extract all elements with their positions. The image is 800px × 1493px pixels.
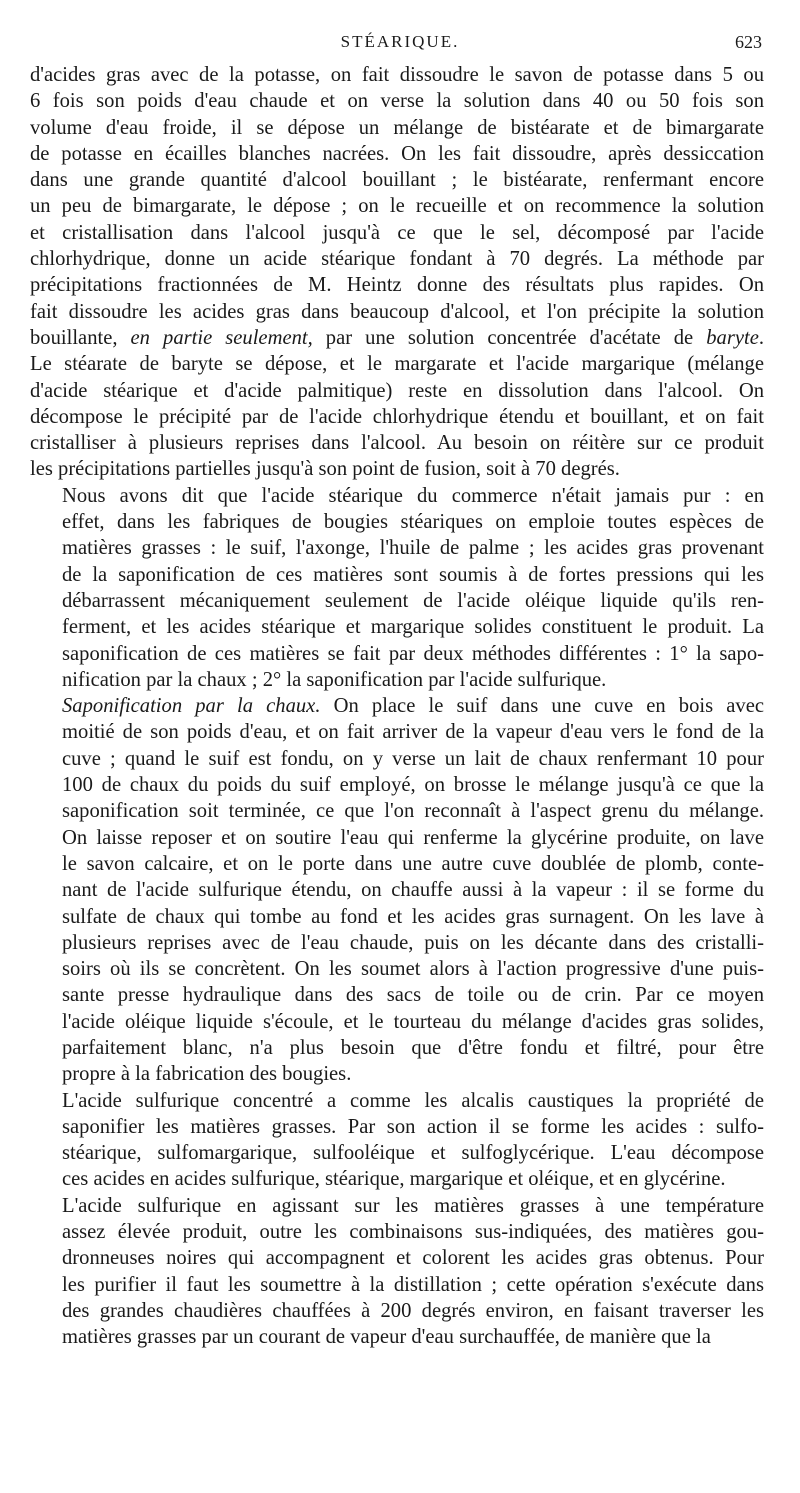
text-line bbox=[30, 325, 764, 351]
text-line: d'acide stéarique et d'acide palmitique) reste en dissolution dans l'alcool. On bbox=[30, 379, 764, 402]
text-line: moitié de son poids d'eau, et on fait arriver de la vapeur d'eau vers le fond de la bbox=[62, 721, 764, 744]
text-line bbox=[30, 693, 764, 719]
text-line: ferment, et les acides stéarique et margarique solides constituent le produit. La bbox=[62, 616, 764, 639]
body-text bbox=[30, 62, 764, 1351]
text-line: cuve ; quand le suif est fondu, on y verse un lait de chaux renfermant 10 pour bbox=[62, 747, 764, 770]
text-line: L'acide sulfurique en agissant sur les matières grasses à une température bbox=[62, 1194, 764, 1217]
text-line: débarrassent mécaniquement seulement de l'acide oléique liquide qu'ils ren- bbox=[62, 589, 764, 612]
text-line: Le stéarate de baryte se dépose, et le margarate et l'acide margarique (mélange bbox=[30, 353, 764, 376]
text-line: assez élevée produit, outre les combinaisons sus-indiquées, des matières gou- bbox=[62, 1221, 764, 1244]
text-line: dronneuses noires qui accompagnent et colorent les acides gras obtenus. Pour bbox=[62, 1247, 764, 1270]
text-line: ces acides en acides sulfurique, stéarique, margarique et oléique, et en glycérine. bbox=[62, 1168, 726, 1191]
text-line: nification par la chaux ; 2° la saponification par l'acide sulfurique. bbox=[62, 668, 607, 691]
text-line: saponification soit terminée, ce que l'on reconnaît à l'aspect grenu du mélange. bbox=[62, 800, 764, 823]
text-line: fait dissoudre les acides gras dans beaucoup d'alcool, et l'on précipite la solution bbox=[30, 300, 764, 323]
text-line: le savon calcaire, et on le porte dans une autre cuve doublée de plomb, conte- bbox=[62, 852, 764, 875]
text-line: L'acide sulfurique concentré a comme les alcalis caustiques la propriété de bbox=[62, 1089, 764, 1112]
text-line: d'acides gras avec de la potasse, on fait dissoudre le savon de potasse dans 5 ou bbox=[30, 64, 764, 86]
text-line: les précipitations partielles jusqu'à son point de fusion, soit à 70 degrés. bbox=[30, 458, 620, 481]
running-head bbox=[0, 32, 800, 56]
text-line: sante presse hydraulique dans des sacs de toile ou de crin. Par ce moyen bbox=[62, 984, 764, 1007]
text-line: saponifier les matières grasses. Par son action il se forme les acides : sulfo- bbox=[62, 1115, 764, 1138]
italic-text: en partie seulement, bbox=[130, 326, 313, 349]
text-line: de potasse en écailles blanches nacrées. On les fait dissoudre, après dessiccation bbox=[30, 142, 764, 165]
text-line: des grandes chaudières chauffées à 200 degrés environ, en faisant traverser les bbox=[62, 1299, 764, 1322]
text-line: On laisse reposer et on soutire l'eau qui renferme la glycérine produite, on lave bbox=[62, 826, 764, 849]
text-line: stéarique, sulfomargarique, sulfooléique et sulfoglycérique. L'eau décompose bbox=[62, 1142, 764, 1165]
text-line: propre à la fabrication des bougies. bbox=[62, 1063, 352, 1086]
paragraph bbox=[30, 483, 764, 693]
paragraph bbox=[30, 62, 764, 483]
text-segment: par une solution concentrée d'acétate de bbox=[312, 326, 707, 349]
page-number: 623 bbox=[735, 32, 762, 52]
text-line: cristalliser à plusieurs reprises dans l'alcool. Au besoin on réitère sur ce produit bbox=[30, 432, 764, 455]
text-line: volume d'eau froide, il se dépose un mélange de bistéarate et de bimargarate bbox=[30, 116, 764, 139]
text-line: matières grasses par un courant de vapeur d'eau surchauffée, de manière que la bbox=[62, 1326, 711, 1349]
italic-text: Saponification par la chaux. bbox=[62, 695, 321, 718]
text-line: effet, dans les fabriques de bougies stéariques on emploie toutes espèces de bbox=[62, 511, 764, 534]
text-line: nant de l'acide sulfurique étendu, on chauffe aussi à la vapeur : il se forme du bbox=[62, 879, 764, 902]
text-line: et cristallisation dans l'alcool jusqu'à ce que le sel, décomposé par l'acide bbox=[30, 221, 764, 244]
italic-text: baryte bbox=[706, 326, 759, 349]
text-line: précipitations fractionnées de M. Heintz donne des résultats plus rapides. On bbox=[30, 274, 764, 297]
text-line: les purifier il faut les soumettre à la distillation ; cette opération s'exécute dans bbox=[62, 1273, 764, 1296]
paragraph bbox=[30, 1193, 764, 1351]
text-segment: bouillante, bbox=[30, 326, 131, 349]
text-line: l'acide oléique liquide s'écoule, et le tourteau du mélange d'acides gras solides, bbox=[62, 1010, 764, 1033]
text-line: soirs où ils se concrètent. On les soumet alors à l'action progressive d'une puis- bbox=[62, 958, 764, 981]
text-line: plusieurs reprises avec de l'eau chaude, puis on les décante dans des cristalli- bbox=[62, 931, 764, 954]
text-line: parfaitement blanc, n'a plus besoin que d'être fondu et filtré, pour être bbox=[62, 1036, 764, 1059]
text-line: Nous avons dit que l'acide stéarique du commerce n'était jamais pur : en bbox=[62, 484, 764, 507]
text-segment: On place le suif dans une cuve en bois avec bbox=[320, 695, 764, 718]
text-line: chlorhydrique, donne un acide stéarique fondant à 70 degrés. La méthode par bbox=[30, 248, 764, 271]
text-line: un peu de bimargarate, le dépose ; on le recueille et on recommence la solution bbox=[30, 195, 764, 218]
text-line: matières grasses : le suif, l'axonge, l'huile de palme ; les acides gras provenant bbox=[62, 537, 764, 560]
text-line: dans une grande quantité d'alcool bouillant ; le bistéarate, renfermant encore bbox=[30, 169, 764, 192]
text-line: sulfate de chaux qui tombe au fond et les acides gras surnagent. On les lave à bbox=[62, 905, 764, 928]
text-line: décompose le précipité par de l'acide chlorhydrique étendu et bouillant, et on fait bbox=[30, 405, 764, 428]
text-line: 100 de chaux du poids du suif employé, on brosse le mélange jusqu'à ce que la bbox=[62, 774, 764, 797]
paragraph bbox=[30, 693, 764, 1087]
text-line: 6 fois son poids d'eau chaude et on verse la solution dans 40 ou 50 fois son bbox=[30, 90, 764, 113]
text-line: de la saponification de ces matières sont soumis à de fortes pressions qui les bbox=[62, 563, 764, 586]
text-line: saponification de ces matières se fait par deux méthodes différentes : 1° la sapo- bbox=[62, 642, 764, 665]
running-title: STÉARIQUE. bbox=[340, 32, 460, 51]
text-segment: . bbox=[758, 326, 765, 349]
paragraph bbox=[30, 1088, 764, 1193]
